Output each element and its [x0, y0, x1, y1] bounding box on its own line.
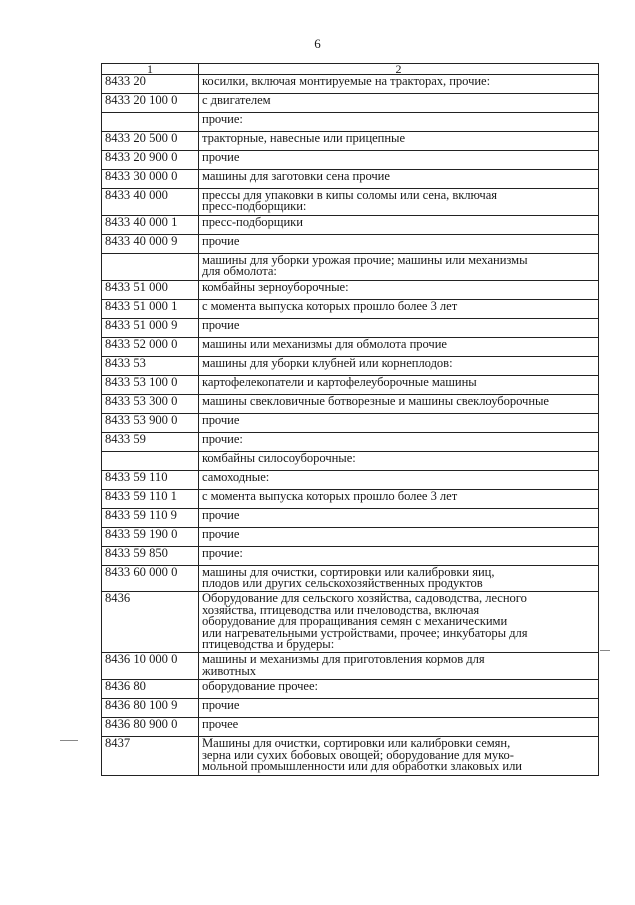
description-line: тракторные, навесные или прицепные — [202, 131, 405, 145]
tariff-code-cell: 8436 80 100 9 — [102, 699, 199, 718]
description-line: прочие — [202, 150, 240, 164]
table-row — [102, 299, 599, 318]
tariff-code-cell — [102, 451, 199, 470]
description-line: самоходные: — [202, 469, 270, 484]
tariff-code-cell: 8433 40 000 — [102, 189, 199, 216]
table-row — [102, 253, 599, 280]
description-cell — [199, 132, 599, 151]
table-row — [102, 375, 599, 394]
description-line: машины для уборки урожая прочие; машины или механизмы — [202, 252, 528, 267]
description-cell — [199, 337, 599, 356]
scan-speck — [600, 650, 610, 651]
table-row — [102, 170, 599, 189]
table-row — [102, 394, 599, 413]
table-row — [102, 280, 599, 299]
description-line: машины для уборки клубней или корнеплодов: — [202, 355, 453, 370]
table-row — [102, 565, 599, 592]
table-row — [102, 546, 599, 565]
table-row — [102, 337, 599, 356]
tariff-code-cell: 8433 20 900 0 — [102, 151, 199, 170]
description-line: оборудование для проращивания семян с механическими — [202, 614, 508, 629]
table-row — [102, 132, 599, 151]
table-row — [102, 151, 599, 170]
description-line: прочие — [202, 507, 240, 522]
table-row — [102, 592, 599, 653]
description-cell — [199, 527, 599, 546]
table-row — [102, 75, 599, 94]
description-line: зерна или сухих бобовых овощей; оборудование для муко- — [202, 747, 514, 762]
description-cell — [199, 215, 599, 234]
tariff-code-cell: 8433 40 000 9 — [102, 234, 199, 253]
tariff-code-cell: 8433 53 — [102, 356, 199, 375]
description-line: пресс-подборщики: — [202, 199, 307, 214]
tariff-code-cell: 8436 — [102, 592, 199, 653]
tariff-code-cell: 8433 51 000 1 — [102, 299, 199, 318]
description-cell — [199, 413, 599, 432]
description-line: животных — [202, 663, 257, 678]
table-body — [102, 75, 599, 776]
table-row — [102, 234, 599, 253]
description-cell — [199, 592, 599, 653]
description-cell — [199, 253, 599, 280]
description-cell — [199, 113, 599, 132]
description-line: хозяйства, птицеводства или пчеловодства, включая — [202, 602, 480, 617]
description-line: или нагревательными устройствами, прочее; инкубаторы для — [202, 625, 528, 640]
tariff-code-cell: 8433 59 850 — [102, 546, 199, 565]
table-row — [102, 318, 599, 337]
description-line: Оборудование для сельского хозяйства, садоводства, лесного — [202, 591, 527, 606]
description-line: машины и механизмы для приготовления кормов для — [202, 652, 485, 667]
table-header-row — [102, 64, 599, 75]
description-cell — [199, 451, 599, 470]
description-cell — [199, 699, 599, 718]
table-row — [102, 680, 599, 699]
table-row — [102, 470, 599, 489]
tariff-code-cell: 8433 59 190 0 — [102, 527, 199, 546]
tariff-code-cell: 8433 59 110 9 — [102, 508, 199, 527]
tariff-code-cell: 8433 60 000 0 — [102, 565, 199, 592]
description-cell — [199, 299, 599, 318]
description-cell — [199, 75, 599, 94]
table-row — [102, 527, 599, 546]
tariff-code-cell — [102, 113, 199, 132]
description-cell — [199, 489, 599, 508]
description-cell — [199, 718, 599, 737]
description-line: с двигателем — [202, 93, 271, 107]
table-row — [102, 113, 599, 132]
description-cell — [199, 470, 599, 489]
description-cell — [199, 356, 599, 375]
tariff-code-cell: 8433 59 — [102, 432, 199, 451]
description-line: оборудование прочее: — [202, 679, 318, 694]
description-line: мольной промышленности или для обработки злаковых или — [202, 759, 522, 774]
description-cell — [199, 508, 599, 527]
description-cell — [199, 189, 599, 216]
table-row — [102, 489, 599, 508]
tariff-code-cell: 8433 59 110 — [102, 470, 199, 489]
description-line: прочие: — [202, 431, 243, 446]
tariff-code-cell: 8436 10 000 0 — [102, 653, 199, 680]
description-cell — [199, 546, 599, 565]
description-cell — [199, 170, 599, 189]
description-cell — [199, 565, 599, 592]
column-number-1: 1 — [102, 64, 199, 75]
description-line: косилки, включая монтируемые на тракторах, прочие: — [202, 74, 491, 88]
tariff-code-cell: 8433 51 000 — [102, 280, 199, 299]
description-line: комбайны силосоуборочные: — [202, 450, 356, 465]
table-row — [102, 215, 599, 234]
description-line: для обмолота: — [202, 264, 277, 279]
description-line: комбайны зерноуборочные: — [202, 279, 349, 294]
tariff-code-cell: 8433 20 — [102, 75, 199, 94]
description-cell — [199, 375, 599, 394]
table-row — [102, 653, 599, 680]
tariff-code-cell: 8436 80 — [102, 680, 199, 699]
description-line: машины для заготовки сена прочие — [202, 169, 390, 183]
table-row — [102, 718, 599, 737]
page-number: 6 — [314, 36, 321, 51]
tariff-code-cell: 8433 59 110 1 — [102, 489, 199, 508]
tariff-code-cell: 8436 80 900 0 — [102, 718, 199, 737]
description-line: прочие — [202, 233, 240, 248]
table-row — [102, 413, 599, 432]
description-line: прочие: — [202, 545, 243, 560]
description-line: прочее — [202, 717, 239, 732]
tariff-table — [101, 63, 599, 776]
description-line: картофелекопатели и картофелеуборочные машины — [202, 374, 477, 389]
description-line: Машины для очистки, сортировки или калибровки семян, — [202, 736, 511, 751]
tariff-code-cell: 8433 53 300 0 — [102, 394, 199, 413]
description-line: пресс-подборщики — [202, 214, 303, 229]
tariff-code-cell: 8433 30 000 0 — [102, 170, 199, 189]
description-line: прочие: — [202, 112, 243, 126]
table-row — [102, 737, 599, 775]
description-cell — [199, 432, 599, 451]
description-line: с момента выпуска которых прошло более 3 лет — [202, 298, 458, 313]
table-row — [102, 451, 599, 470]
tariff-code-cell: 8433 40 000 1 — [102, 215, 199, 234]
description-line: машины свекловичные ботворезные и машины свеклоуборочные — [202, 393, 549, 408]
tariff-code-cell — [102, 253, 199, 280]
description-line: прочие — [202, 698, 240, 713]
description-line: машины или механизмы для обмолота прочие — [202, 336, 447, 351]
table-row — [102, 699, 599, 718]
table-header — [102, 64, 599, 75]
tariff-code-cell: 8433 53 100 0 — [102, 375, 199, 394]
description-line: прочие — [202, 412, 240, 427]
description-line: с момента выпуска которых прошло более 3 лет — [202, 488, 458, 503]
description-line: прочие — [202, 526, 240, 541]
tariff-code-cell: 8433 51 000 9 — [102, 318, 199, 337]
description-line: птицеводства и брудеры: — [202, 637, 335, 652]
tariff-code-cell: 8433 20 100 0 — [102, 94, 199, 113]
description-cell — [199, 94, 599, 113]
table-row — [102, 508, 599, 527]
table-row — [102, 432, 599, 451]
tariff-code-cell: 8433 20 500 0 — [102, 132, 199, 151]
column-number-2: 2 — [199, 64, 599, 75]
description-cell — [199, 318, 599, 337]
description-line: прессы для упаковки в кипы соломы или сена, включая — [202, 188, 497, 202]
description-cell — [199, 280, 599, 299]
description-cell — [199, 653, 599, 680]
description-cell — [199, 680, 599, 699]
description-line: прочие — [202, 317, 240, 332]
description-line: плодов или других сельскохозяйственных продуктов — [202, 576, 483, 591]
description-cell — [199, 737, 599, 775]
description-cell — [199, 394, 599, 413]
table-row — [102, 356, 599, 375]
table-row — [102, 189, 599, 216]
tariff-code-cell: 8437 — [102, 737, 199, 775]
description-cell — [199, 151, 599, 170]
table-row — [102, 94, 599, 113]
description-line: машины для очистки, сортировки или калибровки яиц, — [202, 564, 495, 579]
scan-speck — [60, 740, 78, 741]
tariff-code-cell: 8433 53 900 0 — [102, 413, 199, 432]
description-cell — [199, 234, 599, 253]
tariff-code-cell: 8433 52 000 0 — [102, 337, 199, 356]
